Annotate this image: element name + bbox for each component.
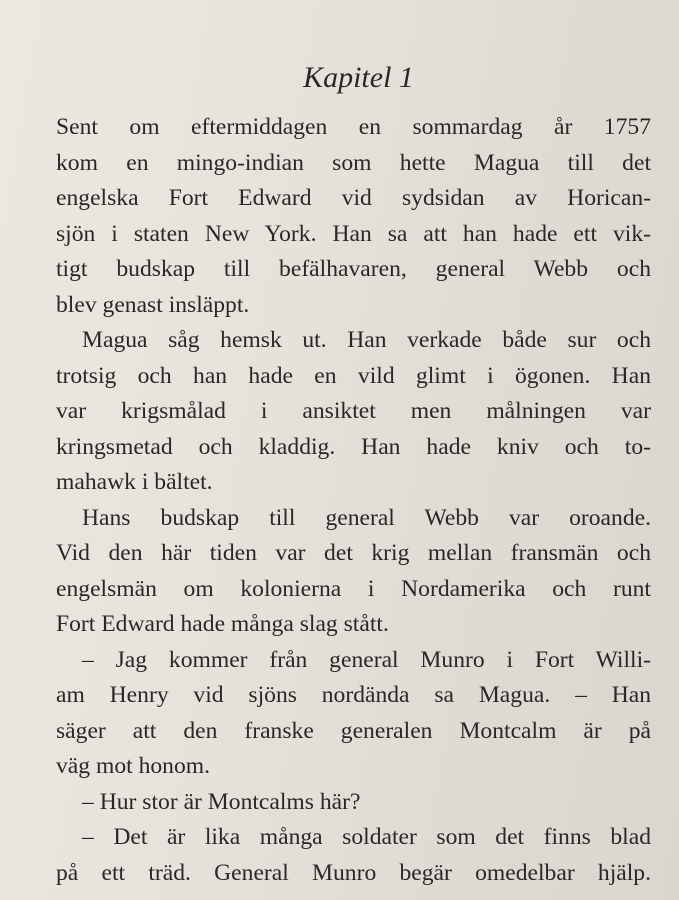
text-line: Hans budskap till general Webb var oroande. — [82, 504, 651, 531]
chapter-body — [56, 110, 651, 891]
text-line: – Hur stor är Montcalms här? — [82, 788, 361, 815]
text-line: på ett träd. General Munro begär omedelbar hjälp. — [56, 859, 651, 886]
text-line: Sent om eftermiddagen en sommardag år 1757 — [56, 114, 651, 140]
paragraph-4 — [56, 643, 651, 785]
paragraph-1 — [56, 110, 651, 323]
text-line: säger att den franske generalen Montcalm är på — [56, 717, 651, 744]
text-line: engelsmän om kolonierna i Nordamerika och runt — [56, 575, 651, 602]
text-line: kringsmetad och kladdig. Han hade kniv och to- — [56, 433, 651, 460]
text-line: trotsig och han hade en vild glimt i ögonen. Han — [56, 362, 651, 389]
text-line: var krigsmålad i ansiktet men målningen var — [56, 398, 651, 424]
text-line: sjön i staten New York. Han sa att han hade ett vik- — [56, 220, 651, 247]
chapter-title: Kapitel 1 — [303, 61, 414, 94]
paragraph-6 — [56, 820, 651, 891]
text-line: kom en mingo-indian som hette Magua till det — [56, 149, 651, 176]
text-line: engelska Fort Edward vid sydsidan av Horican- — [56, 185, 651, 211]
text-line: Fort Edward hade många slag stått. — [56, 611, 389, 637]
text-line: – Det är lika många soldater som det finns blad — [82, 824, 651, 850]
paragraph-5 — [56, 785, 651, 821]
text-line: mahawk i bältet. — [56, 469, 213, 495]
text-line: am Henry vid sjöns nordända sa Magua. – Han — [56, 682, 651, 708]
text-line: väg mot honom. — [56, 753, 211, 779]
paragraph-2 — [56, 323, 651, 501]
text-line: – Jag kommer från general Munro i Fort Willi- — [82, 646, 651, 673]
paragraph-3 — [56, 501, 651, 643]
text-line: Magua såg hemsk ut. Han verkade både sur och — [82, 327, 651, 353]
text-line: blev genast insläppt. — [56, 291, 250, 318]
text-line: tigt budskap till befälhavaren, general Webb och — [56, 256, 651, 282]
text-line: Vid den här tiden var det krig mellan fransmän och — [56, 540, 651, 566]
